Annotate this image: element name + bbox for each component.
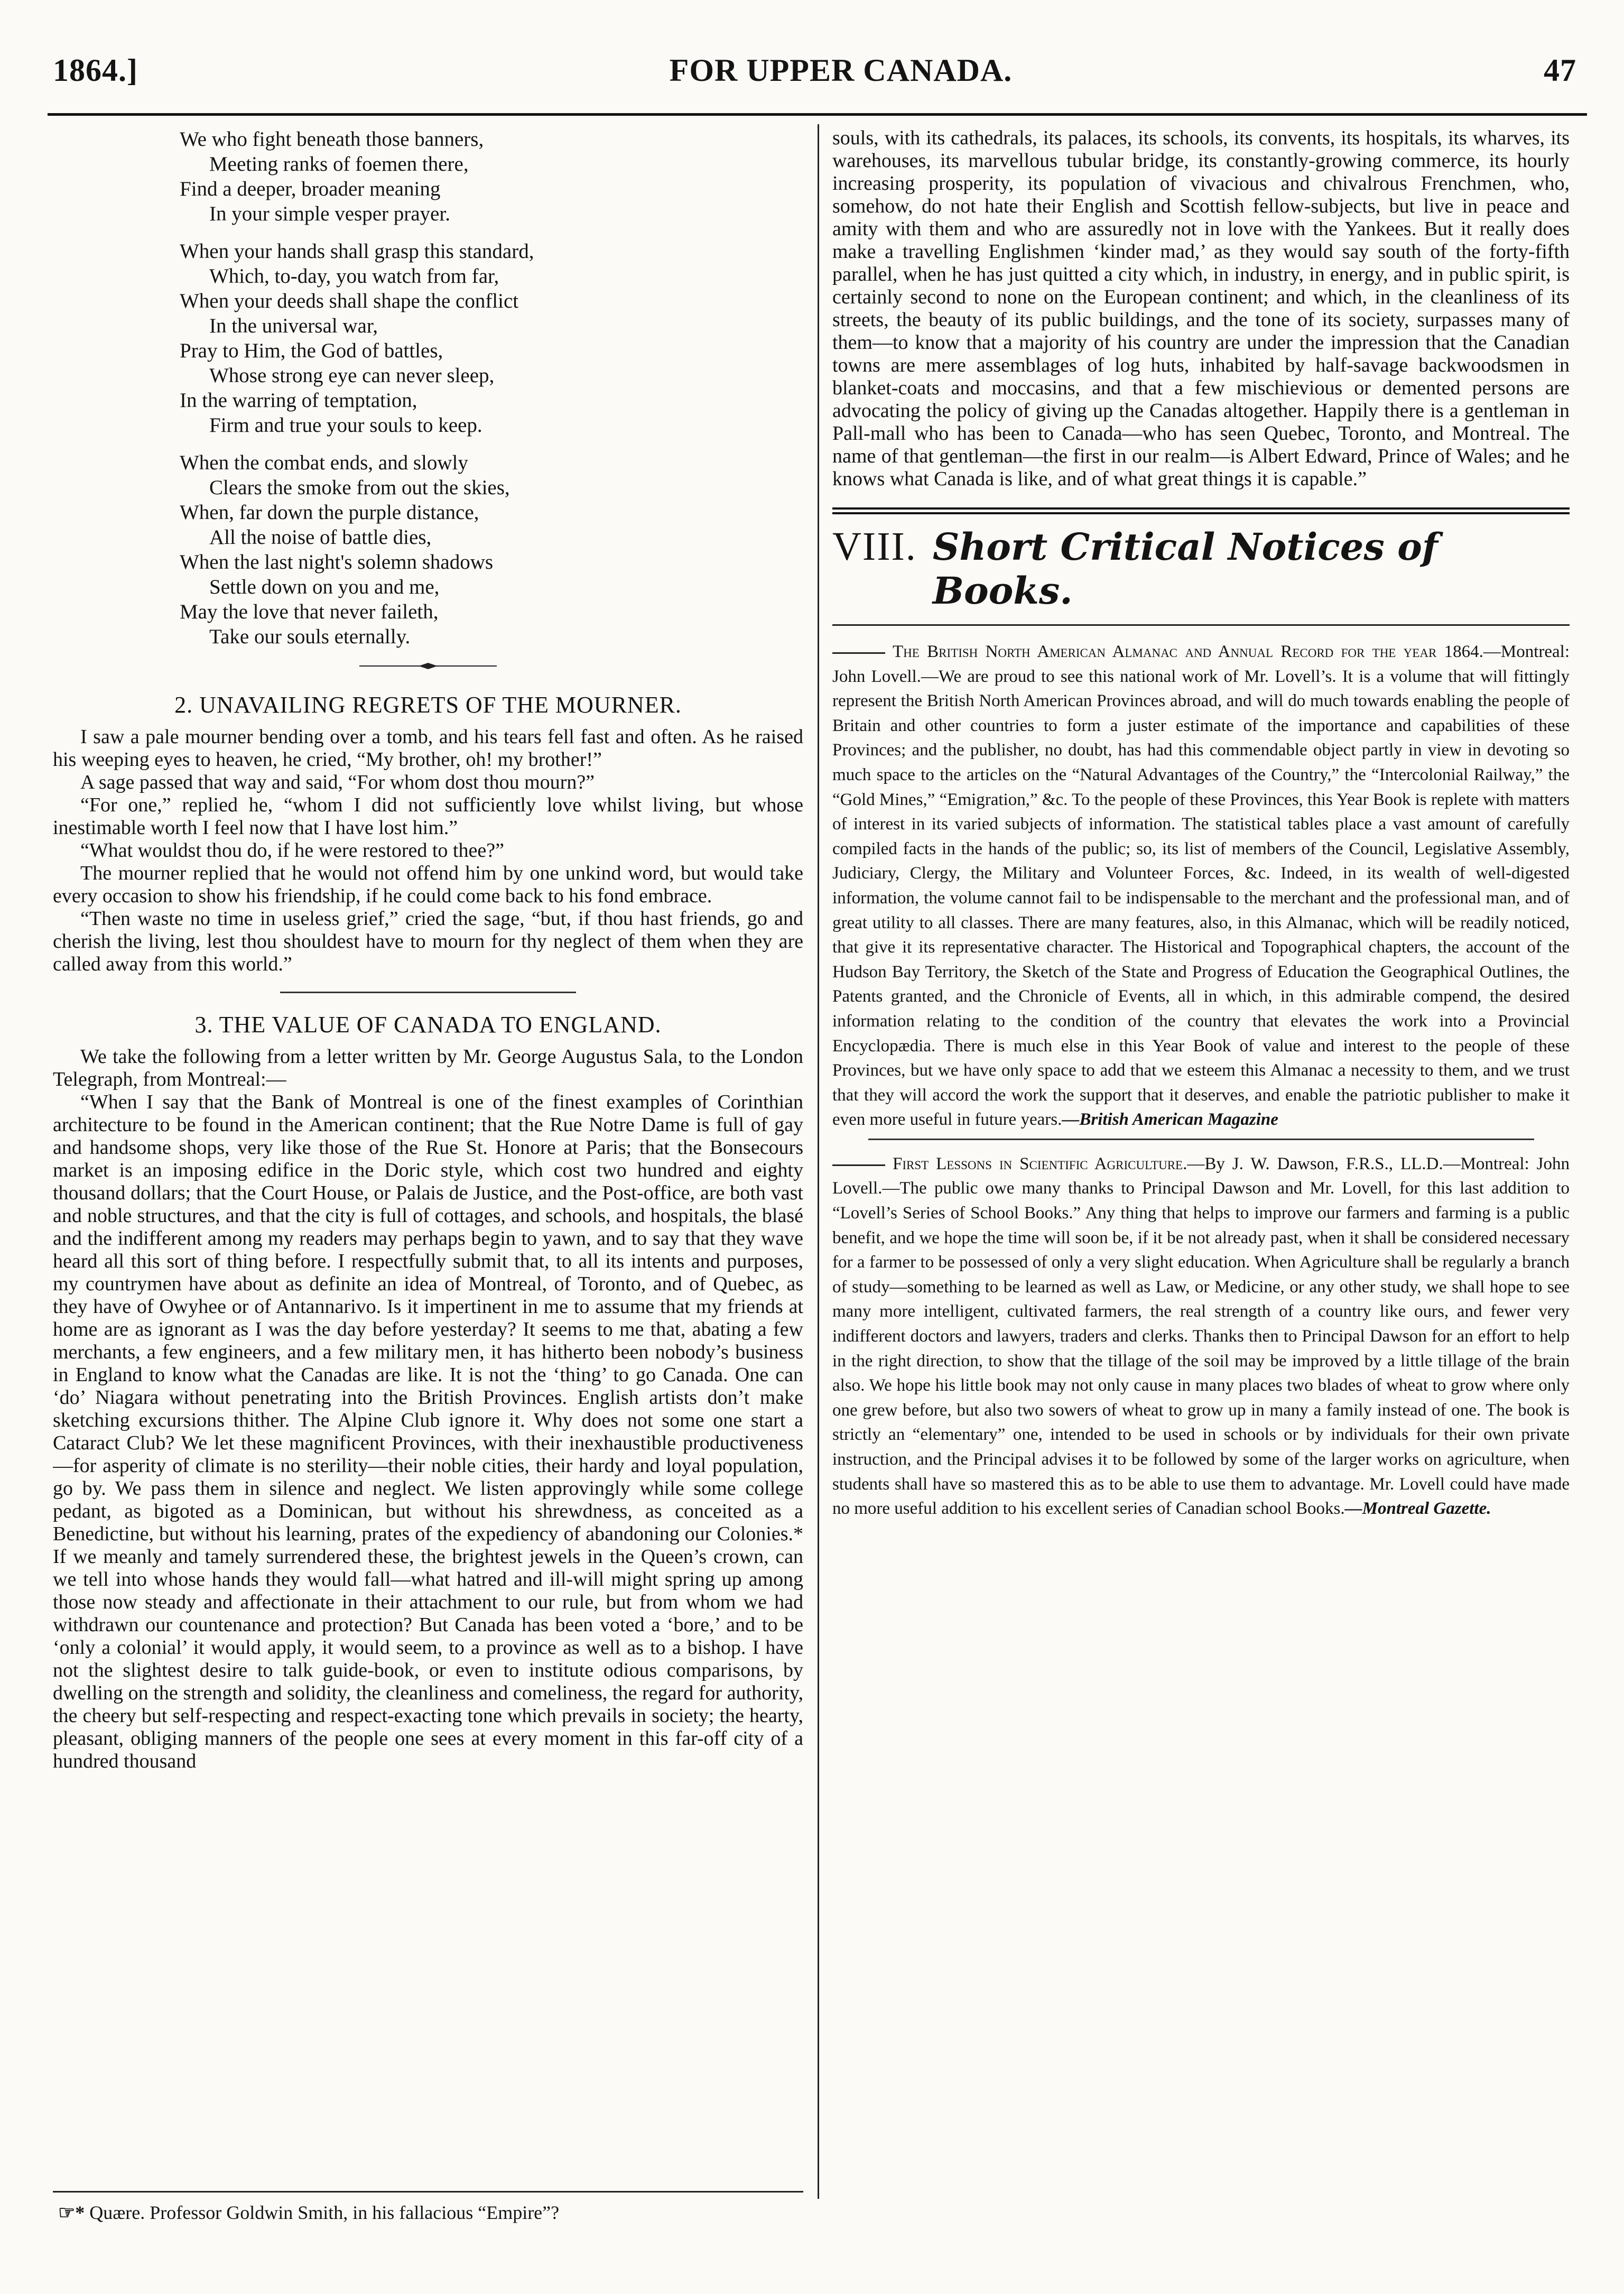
notice-separator (868, 1139, 1534, 1140)
notice-body: —By J. W. Dawson, F.R.S., LL.D.—Montreal: John Lovell.—The public owe many thanks to Principal Dawson and Mr. Lovell, for this last addition to “Lovell’s Series of School Books.” Any thing that helps to improve our farmers and farming is a public benefit, and we hope the time will soon be, if it be not already past, when it shall be considered necessary for a farmer to be possessed of only a very slight education. When Agriculture shall be regularly a branch of study—something to be learned as well as Law, or Medicine, or any other study, we shall hope to see many more intelligent, cultivated farmers, the real strength of a country like ours, and fewer very indifferent doctors and lawyers, traders and clerks. Thanks then to Principal Dawson for an effort to help in the right direction, to show that the tillage of the soil may be improved by a little tillage of the brain also. We hope his little book may not only cause in many places two blades of wheat to grow where only one grew before, but also two sowers of wheat to grow up in many a family instead of one. The book is strictly an “elementary” one, intended to be used in schools or by individuals for their own private instruction, and the Principal advises it to be followed by some of the larger works on agriculture, when students shall have so mastered this as to be able to use them to advantage. Mr. Lovell could have made no more useful addition to his excellent series of Canadian school Books. (832, 1154, 1570, 1519)
poem-line: When the last night's solemn shadows (180, 551, 494, 574)
poem-line: We who fight beneath those banners, (180, 128, 484, 151)
paragraph: A sage passed that way and said, “For whom dost thou mourn?” (80, 771, 595, 793)
chapter-rule (832, 624, 1570, 626)
poem-line: Firm and true your souls to keep. (209, 414, 482, 437)
chapter-heading (832, 524, 1570, 613)
chapter-title: Short Critical Notices of Books. (932, 525, 1438, 613)
header-title: FOR UPPER CANADA. (669, 52, 1013, 88)
chapter-number: VIII. (832, 524, 917, 569)
poem-line: Meeting ranks of foemen there, (209, 153, 469, 175)
footnote (58, 2202, 798, 2224)
ornamental-rule (359, 662, 497, 670)
poem-line: May the love that never faileth, (180, 600, 439, 623)
section-title-canada: 3. THE VALUE OF CANADA TO ENGLAND. (194, 1012, 662, 1038)
header-rule (48, 113, 1587, 116)
chapter-double-rule (832, 507, 1570, 514)
poem-line: All the noise of battle dies, (209, 526, 432, 549)
poem-line: When your deeds shall shape the conflict (180, 290, 519, 312)
canada-text (53, 1046, 803, 1773)
paragraph: We take the following from a letter written by Mr. George Augustus Sala, to the London Telegraph, from Montreal:— (53, 1046, 803, 1090)
header-year: 1864.] (53, 52, 138, 88)
notice-dash (832, 652, 885, 654)
poem-line: When your hands shall grasp this standard, (180, 240, 534, 263)
poem-line: In the universal war, (209, 314, 378, 337)
notice-dash (832, 1164, 885, 1166)
section-title-mourner: 2. UNAVAILING REGRETS OF THE MOURNER. (174, 692, 682, 718)
poem-line: When, far down the purple distance, (180, 501, 479, 524)
poem-stanza (180, 127, 803, 226)
notice-title: First Lessons in Scientific Agriculture. (893, 1154, 1187, 1173)
notice-body: —Montreal: John Lovell.—We are proud to see this national work of Mr. Lovell’s. It is a volume that will fittingly represent the British North American Provinces abroad, and will do much towards enabling the people of Britain and other countries to form a juster estimate of the importance and capabilities of these Provinces; and the publisher, no doubt, has had this commendable object partly in view in devoting so much space to the articles on the “Natural Advantages of the Country,” the “Intercolonial Railway,” the “Gold Mines,” “Emigration,” &c. To the people of these Provinces, this Year Book is replete with matters of interest in its varied subjects of information. The statistical tables place a vast amount of carefully compiled facts in the hands of the public; so, its list of members of the Council, Legislative Assembly, Judiciary, Clergy, the Military and Volunteer Forces, &c. Indeed, in its wealth of well-digested information, the volume cannot fail to be indispensable to the merchant and the professional man, and of great utility to all classes. There are many features, also, in this Almanac, which will be readily noticed, that give it its representative character. The Historical and Topographical chapters, the account of the Hudson Bay Territory, the Sketch of the State and Progress of Education the Geographical Outlines, the Patents granted, and the Chronicle of Events, all in which, in this admirable compend, the desired information relating to the condition of the country that elevates the work into a Provincial Encyclopædia. There is much else in this Year Book of value and interest to the people of these Provinces, but we have only space to add that we esteem this Almanac a necessity to them, and we trust that they will accord the work the support that it deserves, and enable the patriotic publisher to make it even more useful in future years. (832, 642, 1570, 1130)
paragraph: I saw a pale mourner bending over a tomb, and his tears fell fast and often. As he raised his weeping eyes to heaven, he cried, “My brother, oh! my brother!” (53, 726, 803, 771)
notice-source: —British American Magazine (1062, 1110, 1278, 1130)
poem-line: Find a deeper, broader meaning (180, 178, 441, 200)
poem-line: When the combat ends, and slowly (180, 451, 468, 474)
right-column (832, 127, 1570, 2204)
book-notice (832, 640, 1570, 1132)
page-number: 47 (1543, 52, 1576, 88)
running-header (53, 41, 1576, 99)
left-column (53, 127, 803, 2188)
column-divider (818, 124, 819, 2199)
mourner-text (53, 726, 803, 976)
footnote-rule (53, 2191, 803, 2193)
poem-line: In your simple vesper prayer. (209, 202, 450, 225)
letter-continuation: souls, with its cathedrals, its palaces, its schools, its convents, its hospitals, its wharves, its warehouses, its marvellous tubular bridge, its constantly-growing commerce, its hourly increasing prosperity, its population of vivacious and chivalrous Frenchmen, who, somehow, do not hate their English and Scottish fellow-subjects, but live in peace and amity with them and who are assuredly not in love with the Yankees. But it really does make a travelling Englishmen ‘kinder mad,’ as they would say south of the forty-fifth parallel, when he has just quitted a city which, in industry, in energy, and in public spirit, is certainly second to none on the European continent; and which, in the cleanliness of its streets, the beauty of its public buildings, and the tone of its society, surpasses many of them—to know that a majority of his country are under the impression that the Canadian towns are mere assemblages of log huts, inhabited by half-savage backwoodsmen in blanket-coats and moccasins, and that a few mischievious or demented persons are advocating the policy of giving up the Canadas altogether. Happily there is a gentleman in Pall-mall who has been to Canada—who has seen Quebec, Toronto, and Montreal. The name of that gentleman—the first in our realm—is Albert Edward, Prince of Wales; and he knows what Canada is like, and of what great things it is capable.” (832, 127, 1570, 490)
poem-line: Pray to Him, the God of battles, (180, 339, 443, 362)
poem-line: In the warring of temptation, (180, 389, 417, 412)
paragraph: “Then waste no time in useless grief,” cried the sage, “but, if thou hast friends, go and cherish the living, lest thou shouldest have to mourn for thy neglect of them when they are called away from this world.” (53, 908, 803, 975)
poem-line: Clears the smoke from out the skies, (209, 476, 510, 499)
notice-paragraph (832, 1152, 1570, 1521)
notice-source: —Montreal Gazette. (1344, 1499, 1491, 1519)
paragraph: “For one,” replied he, “whom I did not sufficiently love whilst living, but whose inestimable worth I feel now that I have lost him.” (53, 794, 803, 839)
section-separator (280, 992, 576, 993)
paragraph: The mourner replied that he would not offend him by one unkind word, but would take every occasion to show his friendship, if he could come back to his fond embrace. (53, 862, 803, 907)
poem-stanza (180, 450, 803, 649)
poem-line: Take our souls eternally. (209, 625, 411, 648)
poem (180, 127, 803, 649)
poem-line: Settle down on you and me, (209, 576, 440, 598)
footnote-mark: ☞* (58, 2202, 85, 2223)
paragraph: “When I say that the Bank of Montreal is one of the finest examples of Corinthian architecture to be found in the American continent; that the Rue Notre Dame is full of gay and handsome shops, very like those of the Rue St. Honore at Paris; that the Bonsecours market is an imposing edifice in the Doric style, which cost two hundred and eighty thousand dollars; that the Court House, or Palais de Justice, and the Post-office, are both vast and noble structures, and that the city is full of cottages, and schools, and hospitals, the blasé and the indifferent among my readers may perhaps begin to yawn, and to say that they wave heard all this sort of thing before. I respectfully submit that, to all its intents and purposes, my countrymen have about as definite an idea of Montreal, of Toronto, and of Quebec, as they have of Owyhee or of Antannarivo. Is it impertinent in me to assume that my friends at home are as ignorant as I was the day before yesterday? It seems to me that, abating a few merchants, a few engineers, and a few military men, it has hitherto been nobody’s business in England to know what the Canadas are like. It is not the ‘thing’ to go Canada. One can ‘do’ Niagara without penetrating into the British Provinces. English artists don’t make sketching excursions thither. The Alpine Club ignore it. Why does not some one start a Cataract Club? We let these magnificent Provinces, with their inexhaustible productiveness—for asperity of climate is no sterility—their noble cities, their hardy and loyal population, go by. We pass them in silence and neglect. We listen approvingly while some college pedant, as bigoted as a Dominican, but without his shrewdness, as conceited as a Benedictine, but without his learning, prates of the expediency of abandoning our Colonies.* If we meanly and tamely surrendered these, the brightest jewels in the Queen’s crown, can we tell into whose hands they would fall—what hatred and ill-will might spring up among those now steady and affectionate in their attachment to our rule, but from whom we had withdrawn our countenance and protection? But Canada has been voted a ‘bore,’ and to be ‘only a colonial’ it would apply, it would seem, to a province as well as to a bishop. I have not the slightest desire to talk guide-book, or even to institute odious comparisons, by dwelling on the strength and solidity, the cleanliness and comeliness, the regard for authority, the cheery but self-respecting and respect-exacting tone which prevails in society; the hearty, pleasant, obliging manners of the people one sees at every moment in this far-off city of a hundred thousand (53, 1091, 803, 1772)
paragraph: “What wouldst thou do, if he were restored to thee?” (80, 839, 504, 862)
footnote-text: Quære. Professor Goldwin Smith, in his fallacious “Empire”? (89, 2202, 560, 2223)
book-notice (832, 1152, 1570, 1521)
poem-stanza (180, 239, 803, 438)
poem-line: Whose strong eye can never sleep, (209, 364, 495, 387)
notice-title: The British North American Almanac and Annual Record for the year 1864. (893, 642, 1483, 661)
poem-line: Which, to-day, you watch from far, (209, 265, 499, 288)
notice-paragraph (832, 640, 1570, 1132)
